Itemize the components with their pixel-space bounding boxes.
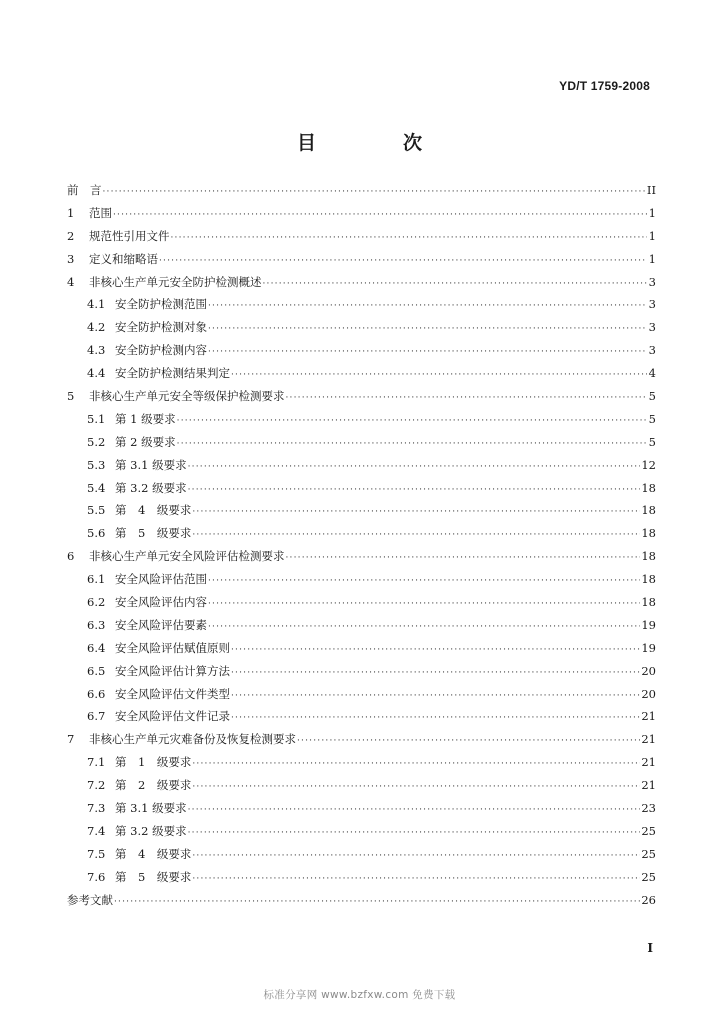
toc-entry-number: 4 xyxy=(67,274,75,289)
toc-entry xyxy=(67,820,656,843)
toc-entry xyxy=(67,385,656,408)
toc-leader-dots xyxy=(192,753,640,776)
toc-entry-number: 3 xyxy=(67,251,75,266)
toc-entry-page: 3 xyxy=(648,297,656,312)
toc-leader-dots xyxy=(192,776,640,799)
toc-entry xyxy=(67,522,656,545)
toc-entry xyxy=(67,499,656,522)
toc-entry xyxy=(67,293,656,316)
toc-leader-dots xyxy=(231,662,640,685)
toc-leader-dots xyxy=(208,318,647,341)
toc-entry-page: 5 xyxy=(648,434,656,449)
toc-entry-number: 7.1 xyxy=(87,755,106,770)
toc-entry-page: 12 xyxy=(641,457,656,472)
toc-entry xyxy=(67,866,656,889)
toc-entry-page: 18 xyxy=(641,526,656,541)
toc-entry-label: 安全风险评估要素 xyxy=(115,617,207,632)
toc-entry-number: 6.3 xyxy=(87,617,106,632)
toc-entry-page: II xyxy=(646,183,656,197)
toc-entry-label: 第 1 级要求 xyxy=(115,411,176,426)
toc-leader-dots xyxy=(103,181,646,204)
toc-entry-number: 7 xyxy=(67,732,75,747)
toc-entry-page: 5 xyxy=(648,411,656,426)
toc-entry xyxy=(67,705,656,728)
page-number: I xyxy=(647,941,653,955)
toc-entry-number: 6.6 xyxy=(87,686,106,701)
toc-entry-number: 5.3 xyxy=(87,457,106,472)
toc-entry xyxy=(67,545,656,568)
toc-entry-number: 6.7 xyxy=(87,709,106,724)
toc-entry-label: 安全防护检测结果判定 xyxy=(115,366,230,381)
toc-leader-dots xyxy=(188,479,641,502)
toc-entry-number: 7.5 xyxy=(87,846,106,861)
toc-entry xyxy=(67,179,656,202)
toc-entry xyxy=(67,477,656,500)
toc-entry xyxy=(67,568,656,591)
toc-entry xyxy=(67,774,656,797)
footer-watermark: 标准分享网 www.bzfxw.com 免费下载 xyxy=(263,989,456,1001)
toc-leader-dots xyxy=(231,639,640,662)
toc-entry-page: 18 xyxy=(641,480,656,495)
toc-entry-page: 20 xyxy=(641,686,656,701)
toc-entry-page: 18 xyxy=(641,572,656,587)
toc-leader-dots xyxy=(114,891,640,914)
toc-entry-label: 非核心生产单元灾难备份及恢复检测要求 xyxy=(89,732,296,747)
toc-entry xyxy=(67,591,656,614)
toc-entry-label: 第 2 级要求 xyxy=(115,778,192,793)
toc-entry-page: 4 xyxy=(648,366,656,381)
page-title: 目 次 xyxy=(296,132,456,154)
toc-entry-number: 6.1 xyxy=(87,572,106,587)
toc-entry xyxy=(67,454,656,477)
toc-entry xyxy=(67,728,656,751)
toc-leader-dots xyxy=(208,593,640,616)
toc-entry-number: 6.5 xyxy=(87,663,106,678)
toc-entry-label: 第 4 级要求 xyxy=(115,846,192,861)
toc-entry-page: 5 xyxy=(648,389,656,404)
toc-entry-number: 4.3 xyxy=(87,343,106,358)
toc-entry-label: 安全防护检测内容 xyxy=(115,343,207,358)
toc-entry-number: 1 xyxy=(67,205,75,220)
toc-leader-dots xyxy=(188,456,641,479)
toc-entry-page: 21 xyxy=(641,755,656,770)
toc-entry-number: 7.3 xyxy=(87,801,106,816)
toc-leader-dots xyxy=(297,730,640,753)
toc-entry-number: 6.2 xyxy=(87,595,106,610)
toc-entry-page: 18 xyxy=(641,503,656,518)
toc-leader-dots xyxy=(113,204,647,227)
toc-entry-number: 6 xyxy=(67,549,75,564)
toc-leader-dots xyxy=(208,295,647,318)
toc-entry-label: 第 5 级要求 xyxy=(115,526,192,541)
toc-entry-page: 25 xyxy=(641,846,656,861)
toc-entry-label: 规范性引用文件 xyxy=(89,228,170,243)
toc-leader-dots xyxy=(177,410,647,433)
toc-leader-dots xyxy=(231,364,647,387)
toc-entry-label: 安全风险评估内容 xyxy=(115,595,207,610)
toc-leader-dots xyxy=(208,616,640,639)
toc-entry-page: 26 xyxy=(641,892,656,907)
toc-entry-label: 范围 xyxy=(89,205,112,220)
toc-leader-dots xyxy=(177,433,647,456)
toc-entry-page: 21 xyxy=(641,732,656,747)
toc-entry-label: 安全风险评估文件记录 xyxy=(115,709,230,724)
toc-entry-page: 21 xyxy=(641,709,656,724)
toc-leader-dots xyxy=(192,524,640,547)
toc-entry xyxy=(67,683,656,706)
toc-entry-label: 第 3.2 级要求 xyxy=(115,823,187,838)
toc-leader-dots xyxy=(192,501,640,524)
toc-entry xyxy=(67,271,656,294)
toc-leader-dots xyxy=(192,845,640,868)
toc-entry-label: 安全风险评估文件类型 xyxy=(115,686,230,701)
toc-leader-dots xyxy=(208,341,647,364)
toc-entry-page: 3 xyxy=(648,274,656,289)
toc-entry xyxy=(67,248,656,271)
toc-leader-dots xyxy=(263,273,648,296)
table-of-contents xyxy=(67,179,656,912)
toc-entry-number: 7.4 xyxy=(87,823,106,838)
toc-entry xyxy=(67,431,656,454)
toc-leader-dots xyxy=(231,685,640,708)
toc-entry xyxy=(67,339,656,362)
document-code: YD/T 1759-2008 xyxy=(559,79,650,93)
toc-entry-label: 前 言 xyxy=(67,183,102,197)
toc-leader-dots xyxy=(286,387,648,410)
toc-entry-label: 安全防护检测对象 xyxy=(115,320,207,335)
toc-leader-dots xyxy=(159,250,647,273)
toc-leader-dots xyxy=(208,570,640,593)
toc-entry-label: 定义和缩略语 xyxy=(89,251,158,266)
toc-entry-number: 7.6 xyxy=(87,869,106,884)
toc-entry-label: 安全风险评估赋值原则 xyxy=(115,640,230,655)
toc-entry-page: 25 xyxy=(641,869,656,884)
toc-leader-dots xyxy=(171,227,648,250)
toc-entry-page: 18 xyxy=(641,595,656,610)
toc-entry xyxy=(67,408,656,431)
toc-entry-label: 安全风险评估计算方法 xyxy=(115,663,230,678)
toc-leader-dots xyxy=(188,799,641,822)
toc-entry-page: 19 xyxy=(641,640,656,655)
toc-entry-page: 20 xyxy=(641,663,656,678)
toc-entry xyxy=(67,202,656,225)
toc-entry-page: 18 xyxy=(641,549,656,564)
toc-entry-page: 1 xyxy=(648,205,656,220)
toc-entry-label: 安全防护检测范围 xyxy=(115,297,207,312)
toc-entry-label: 第 4 级要求 xyxy=(115,503,192,518)
toc-entry-number: 5 xyxy=(67,389,75,404)
toc-entry-page: 1 xyxy=(648,228,656,243)
toc-entry-page: 23 xyxy=(641,801,656,816)
toc-entry-label: 第 3.1 级要求 xyxy=(115,457,187,472)
toc-entry-label: 安全风险评估范围 xyxy=(115,572,207,587)
toc-entry xyxy=(67,843,656,866)
toc-entry-label: 非核心生产单元安全风险评估检测要求 xyxy=(89,549,285,564)
toc-entry-number: 5.6 xyxy=(87,526,106,541)
toc-entry-label: 第 1 级要求 xyxy=(115,755,192,770)
toc-entry xyxy=(67,225,656,248)
toc-entry xyxy=(67,614,656,637)
toc-entry-page: 3 xyxy=(648,343,656,358)
toc-leader-dots xyxy=(188,822,641,845)
toc-entry xyxy=(67,889,656,912)
toc-entry-number: 5.1 xyxy=(87,411,106,426)
toc-entry xyxy=(67,637,656,660)
toc-entry-label: 非核心生产单元安全防护检测概述 xyxy=(89,274,262,289)
toc-entry-label: 非核心生产单元安全等级保护检测要求 xyxy=(89,389,285,404)
toc-leader-dots xyxy=(231,707,640,730)
toc-entry-number: 5.4 xyxy=(87,480,106,495)
toc-entry xyxy=(67,362,656,385)
toc-leader-dots xyxy=(286,547,641,570)
toc-entry-label: 第 3.1 级要求 xyxy=(115,801,187,816)
toc-entry-number: 6.4 xyxy=(87,640,106,655)
toc-entry-number: 5.5 xyxy=(87,503,106,518)
toc-entry xyxy=(67,660,656,683)
toc-entry-number: 5.2 xyxy=(87,434,106,449)
toc-entry-page: 1 xyxy=(648,251,656,266)
toc-entry-label: 第 2 级要求 xyxy=(115,434,176,449)
toc-entry xyxy=(67,316,656,339)
toc-entry-page: 3 xyxy=(648,320,656,335)
toc-leader-dots xyxy=(192,868,640,891)
toc-entry-label: 第 3.2 级要求 xyxy=(115,480,187,495)
toc-entry xyxy=(67,797,656,820)
toc-entry xyxy=(67,751,656,774)
toc-entry-number: 2 xyxy=(67,228,75,243)
toc-entry-label: 参考文献 xyxy=(67,892,113,907)
toc-entry-label: 第 5 级要求 xyxy=(115,869,192,884)
toc-entry-page: 21 xyxy=(641,778,656,793)
toc-entry-page: 19 xyxy=(641,617,656,632)
toc-entry-number: 4.2 xyxy=(87,320,106,335)
toc-entry-number: 4.1 xyxy=(87,297,106,312)
toc-entry-number: 7.2 xyxy=(87,778,106,793)
toc-entry-page: 25 xyxy=(641,823,656,838)
toc-entry-number: 4.4 xyxy=(87,366,106,381)
